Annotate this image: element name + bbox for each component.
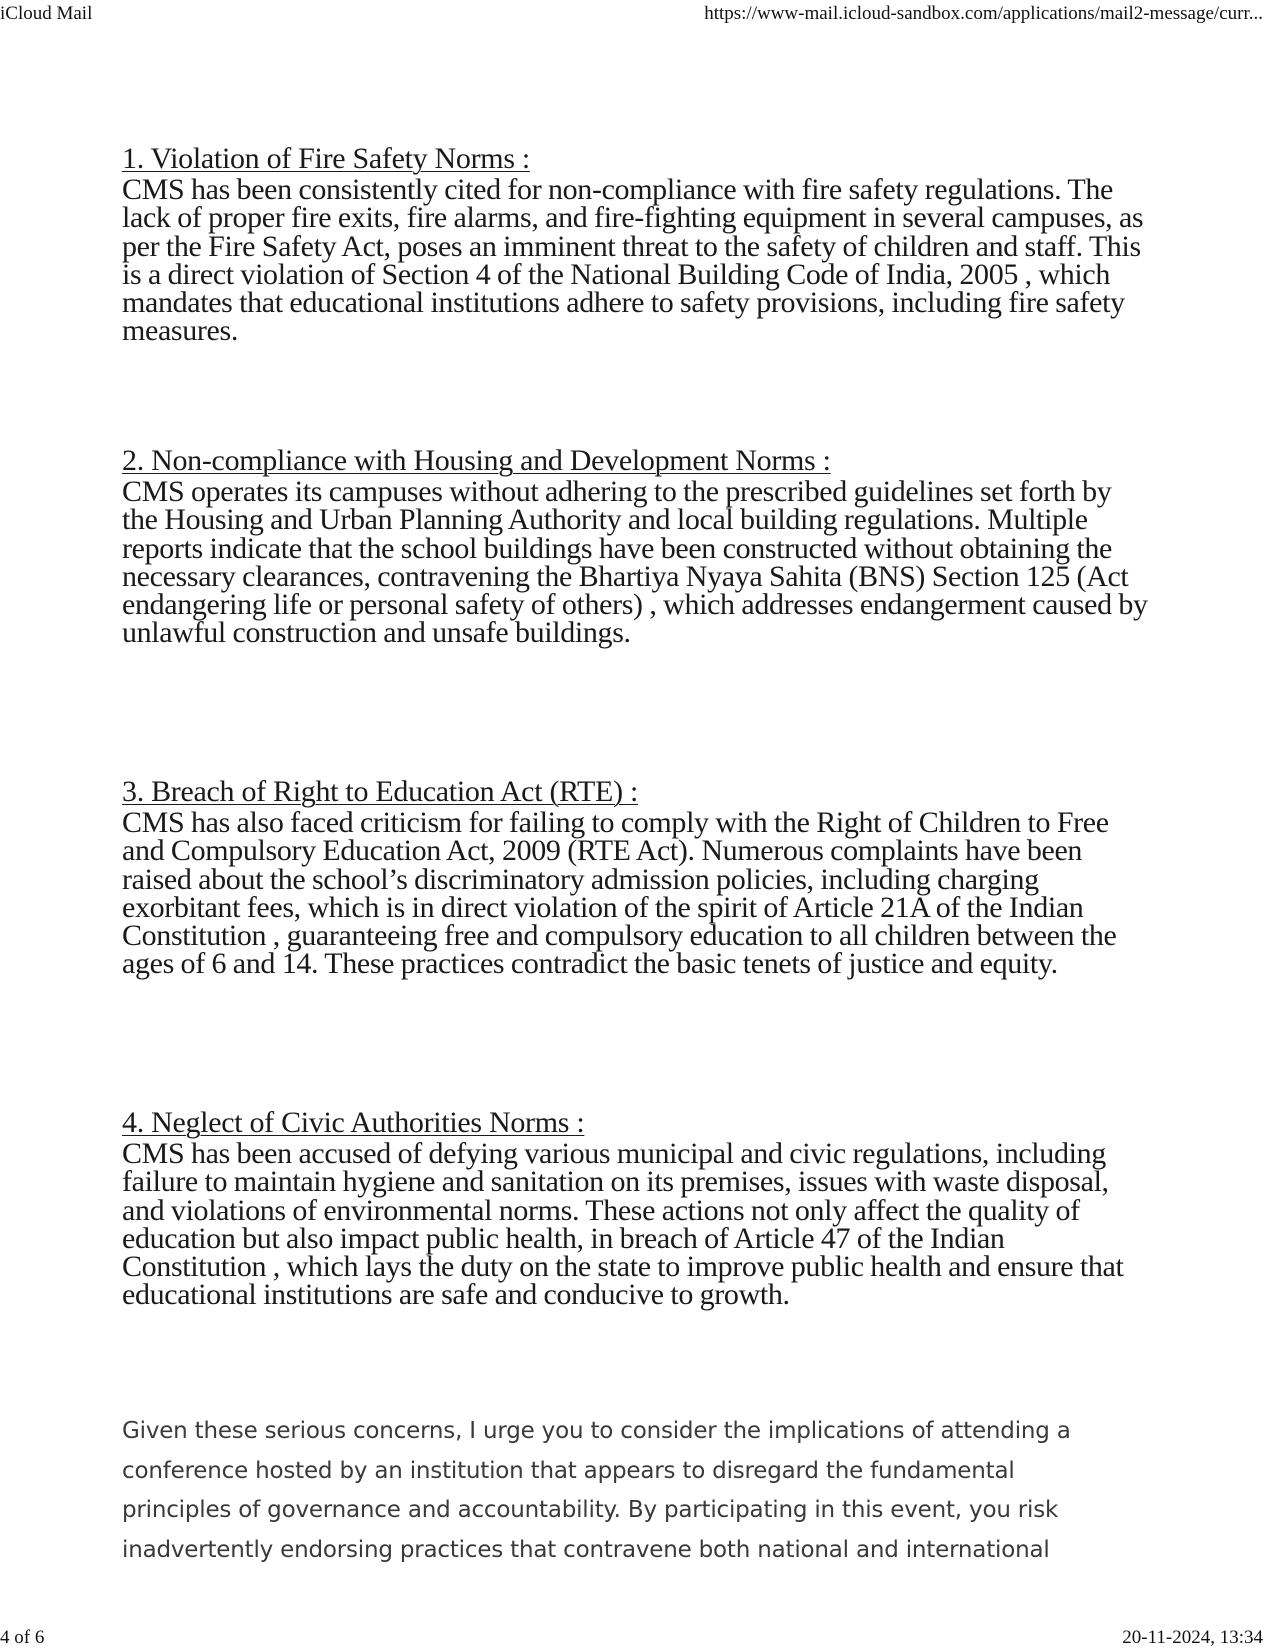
section-heading: 4. Neglect of Civic Authorities Norms : xyxy=(122,1106,585,1139)
section-civic-authorities xyxy=(122,1106,1152,1310)
section-heading: 2. Non-compliance with Housing and Development Norms : xyxy=(122,444,831,477)
page-url: https://www-mail.icloud-sandbox.com/applications/mail2-message/curr... xyxy=(704,3,1263,24)
section-body: CMS has been consistently cited for non-compliance with fire safety regulations. The lack of proper fire exits, fire alarms, and fire-fighting equipment in several campuses, as per the Fire Safety Act, poses an imminent threat to the safety of children and staff. This is a direct violation of Section 4 of the National Building Code of India, 2005 , which mandates that educational institutions adhere to safety provisions, including fire safety measures. xyxy=(122,173,1144,348)
section-body: CMS operates its campuses without adhering to the prescribed guidelines set forth by the Housing and Urban Planning Authority and local building regulations. Multiple reports indicate that the school buildings have been constructed without obtaining the necessary clearances, contravening the Bhartiya Nyaya Sahita (BNS) Section 125 (Act endangering life or personal safety of others) , which addresses endangerment caused by unlawful construction and unsafe buildings. xyxy=(122,475,1148,650)
page-indicator: 4 of 6 xyxy=(0,1627,45,1648)
print-timestamp: 20-11-2024, 13:34 xyxy=(1122,1627,1263,1648)
section-body: CMS has also faced criticism for failing to comply with the Right of Children to Free and Compulsory Education Act, 2009 (RTE Act). Numerous complaints have been raised about the school’s discriminatory admission policies, including charging exorbitant fees, which is in direct violation of the spirit of Article 21A of the Indian Constitution , guaranteeing free and compulsory education to all children between the ages of 6 and 14. These practices contradict the basic tenets of justice and equity. xyxy=(122,806,1117,981)
section-heading: 1. Violation of Fire Safety Norms : xyxy=(122,142,530,175)
closing-paragraph: Given these serious concerns, I urge you to consider the implications of attending a conference hosted by an institution that appears to disregard the fundamental principles of governance and accountability. By participating in this event, you risk inadvertently endorsing practices that contravene both national and international xyxy=(122,1418,1071,1563)
section-heading: 3. Breach of Right to Education Act (RTE) : xyxy=(122,775,639,808)
section-right-to-education xyxy=(122,775,1152,979)
section-fire-safety xyxy=(122,142,1152,346)
section-housing-development xyxy=(122,444,1152,648)
app-title: iCloud Mail xyxy=(0,3,93,24)
section-body: CMS has been accused of defying various municipal and civic regulations, including failure to maintain hygiene and sanitation on its premises, issues with waste disposal, and violations of environmental norms. These actions not only affect the quality of education but also impact public health, in breach of Article 47 of the Indian Constitution , which lays the duty on the state to improve public health and ensure that educational institutions are safe and conducive to growth. xyxy=(122,1137,1124,1312)
